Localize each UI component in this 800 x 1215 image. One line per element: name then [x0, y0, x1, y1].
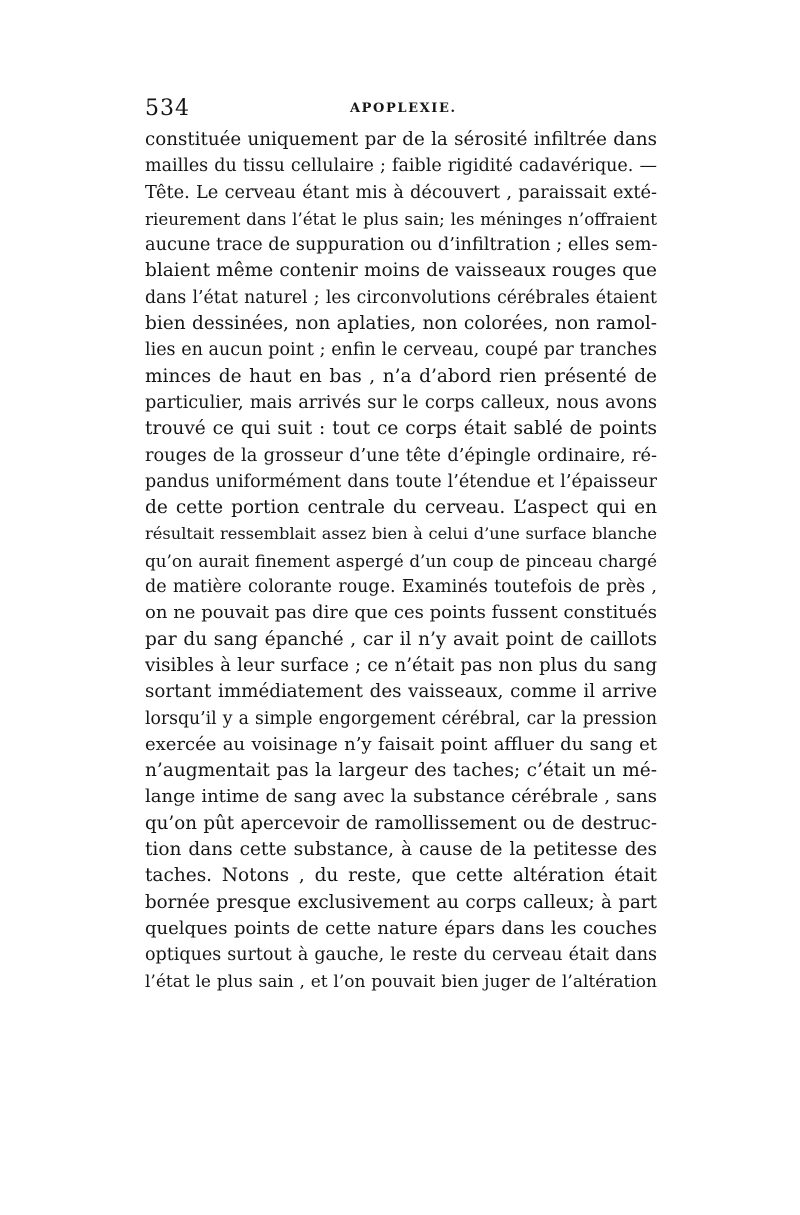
text-line: l’état le plus sain , et l’on pouvait bien juger de l’altération — [145, 971, 657, 992]
text-line: lorsqu’il y a simple engorgement cérébral, car la pression — [145, 708, 657, 729]
text-line: particulier, mais arrivés sur le corps calleux, nous avons — [145, 392, 657, 413]
text-line: n’augmentait pas la largeur des taches; c’était un mé- — [145, 760, 657, 782]
text-line: de matière colorante rouge. Examinés toutefois de près , — [145, 577, 657, 598]
text-line: rouges de la grosseur d’une tête d’épingle ordinaire, ré- — [145, 445, 657, 466]
text-line: constituée uniquement par de la sérosité infiltrée dans — [145, 129, 657, 150]
text-line: dans l’état naturel ; les circonvolutions cérébrales étaient — [145, 287, 657, 308]
text-line: minces de haut en bas , n’a d’abord rien présenté de — [145, 365, 657, 387]
running-title: APOPLEXIE. — [350, 101, 457, 116]
text-line: qu’on pût apercevoir de ramollissement ou de destruc- — [145, 812, 657, 834]
text-line: blaient même contenir moins de vaisseaux rouges que — [145, 260, 657, 282]
text-line: lange intime de sang avec la substance cérébrale , sans — [145, 786, 657, 808]
text-line: bornée presque exclusivement au corps calleux; à part — [145, 891, 657, 913]
text-line: par du sang épanché , car il n’y avait point de caillots — [145, 628, 657, 650]
text-line: aucune trace de suppuration ou d’infiltration ; elles sem- — [145, 235, 657, 256]
body-text — [145, 127, 657, 995]
text-line: pandus uniformément dans toute l’étendue et l’épaisseur — [145, 471, 657, 492]
text-line: on ne pouvait pas dire que ces points fussent constitués — [145, 602, 657, 624]
text-line: de cette portion centrale du cerveau. L’aspect qui en — [145, 497, 657, 519]
text-line: rieurement dans l’état le plus sain; les méninges n’offraient — [145, 208, 657, 229]
page-number: 534 — [145, 96, 190, 121]
text-line: visibles à leur surface ; ce n’était pas non plus du sang — [145, 654, 657, 676]
text-line: trouvé ce qui suit : tout ce corps était sablé de points — [145, 418, 657, 440]
text-line: qu’on aurait finement aspergé d’un coup de pinceau chargé — [145, 550, 657, 571]
text-line: mailles du tissu cellulaire ; faible rigidité cadavérique. — — [145, 156, 657, 177]
text-line: quelques points de cette nature épars dans les couches — [145, 917, 657, 939]
page-header — [145, 96, 657, 126]
text-line: bien dessinées, non aplaties, non colorées, non ramol- — [145, 313, 657, 335]
text-line: optiques surtout à gauche, le reste du cerveau était dans — [145, 945, 657, 966]
text-line: sortant immédiatement des vaisseaux, comme il arrive — [145, 681, 657, 703]
text-line: résultait ressemblait assez bien à celui d’une surface blanche — [145, 524, 657, 544]
text-line: tion dans cette substance, à cause de la petitesse des — [145, 839, 657, 861]
text-line: exercée au voisinage n’y faisait point affluer du sang et — [145, 733, 657, 755]
text-line: Tête. Le cerveau étant mis à découvert , paraissait exté- — [145, 182, 657, 203]
text-line: taches. Notons , du reste, que cette altération était — [145, 865, 657, 887]
text-line: lies en aucun point ; enfin le cerveau, coupé par tranches — [145, 340, 657, 361]
